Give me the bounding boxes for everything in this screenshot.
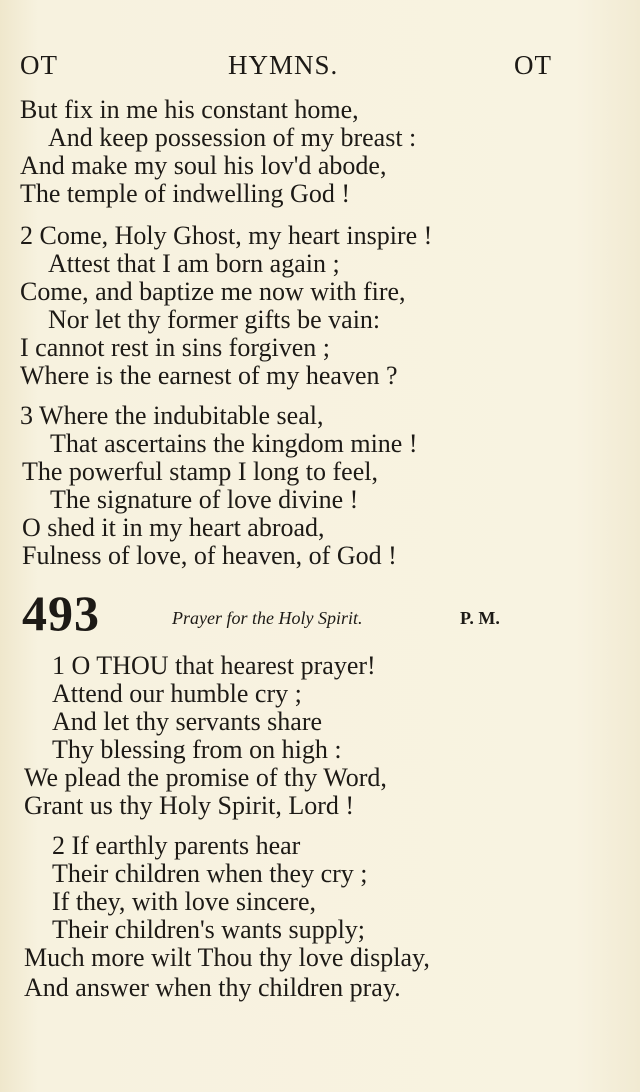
verse-line: 2 If earthly parents hear [52,831,301,860]
verse-line: We plead the promise of thy Word, [24,763,387,792]
verse-line: But fix in me his constant home, [20,95,359,124]
header-left-catchword: OT [20,50,58,80]
verse-line: And make my soul his lov'd abode, [20,151,387,180]
hymn-title: Prayer for the Holy Spirit. [172,608,363,628]
verse-line: If they, with love sincere, [52,887,316,916]
verse-line: Nor let thy former gifts be vain: [48,305,381,334]
verse-line: That ascertains the kingdom mine ! [50,429,418,458]
verse-line: 2 Come, Holy Ghost, my heart inspire ! [20,221,433,250]
hymn-number: 493 [22,585,100,641]
verse-line: 1 O THOU that hearest prayer! [52,651,376,680]
verse-line: O shed it in my heart abroad, [22,513,325,542]
verse-line: Attest that I am born again ; [48,249,340,278]
verse-line: And answer when thy children pray. [24,973,401,1002]
verse-line: Their children when they cry ; [52,859,368,888]
verse-line: Where is the earnest of my heaven ? [20,361,398,390]
header-title: HYMNS. [228,50,339,80]
verse-line: Come, and baptize me now with fire, [20,277,406,306]
verse-line: Fulness of love, of heaven, of God ! [22,541,397,570]
verse-line: The signature of love divine ! [50,485,359,514]
running-header [0,50,640,86]
verse-line: Attend our humble cry ; [52,679,302,708]
verse-line: Thy blessing from on high : [52,735,342,764]
verse-line: Their children's wants supply; [52,915,366,944]
verse-line: 3 Where the indubitable seal, [20,401,324,430]
verse-line: The powerful stamp I long to feel, [22,457,378,486]
verse-line: Grant us thy Holy Spirit, Lord ! [24,791,355,820]
verse-line: The temple of indwelling God ! [20,179,350,208]
verse-line: Much more wilt Thou thy love display, [24,943,430,972]
header-right-catchword: OT [514,50,552,80]
hymn-meter: P. M. [460,608,500,628]
verse-line: I cannot rest in sins forgiven ; [20,333,331,362]
verse-line: And let thy servants share [52,707,323,736]
verse-line: And keep possession of my breast : [48,123,417,152]
